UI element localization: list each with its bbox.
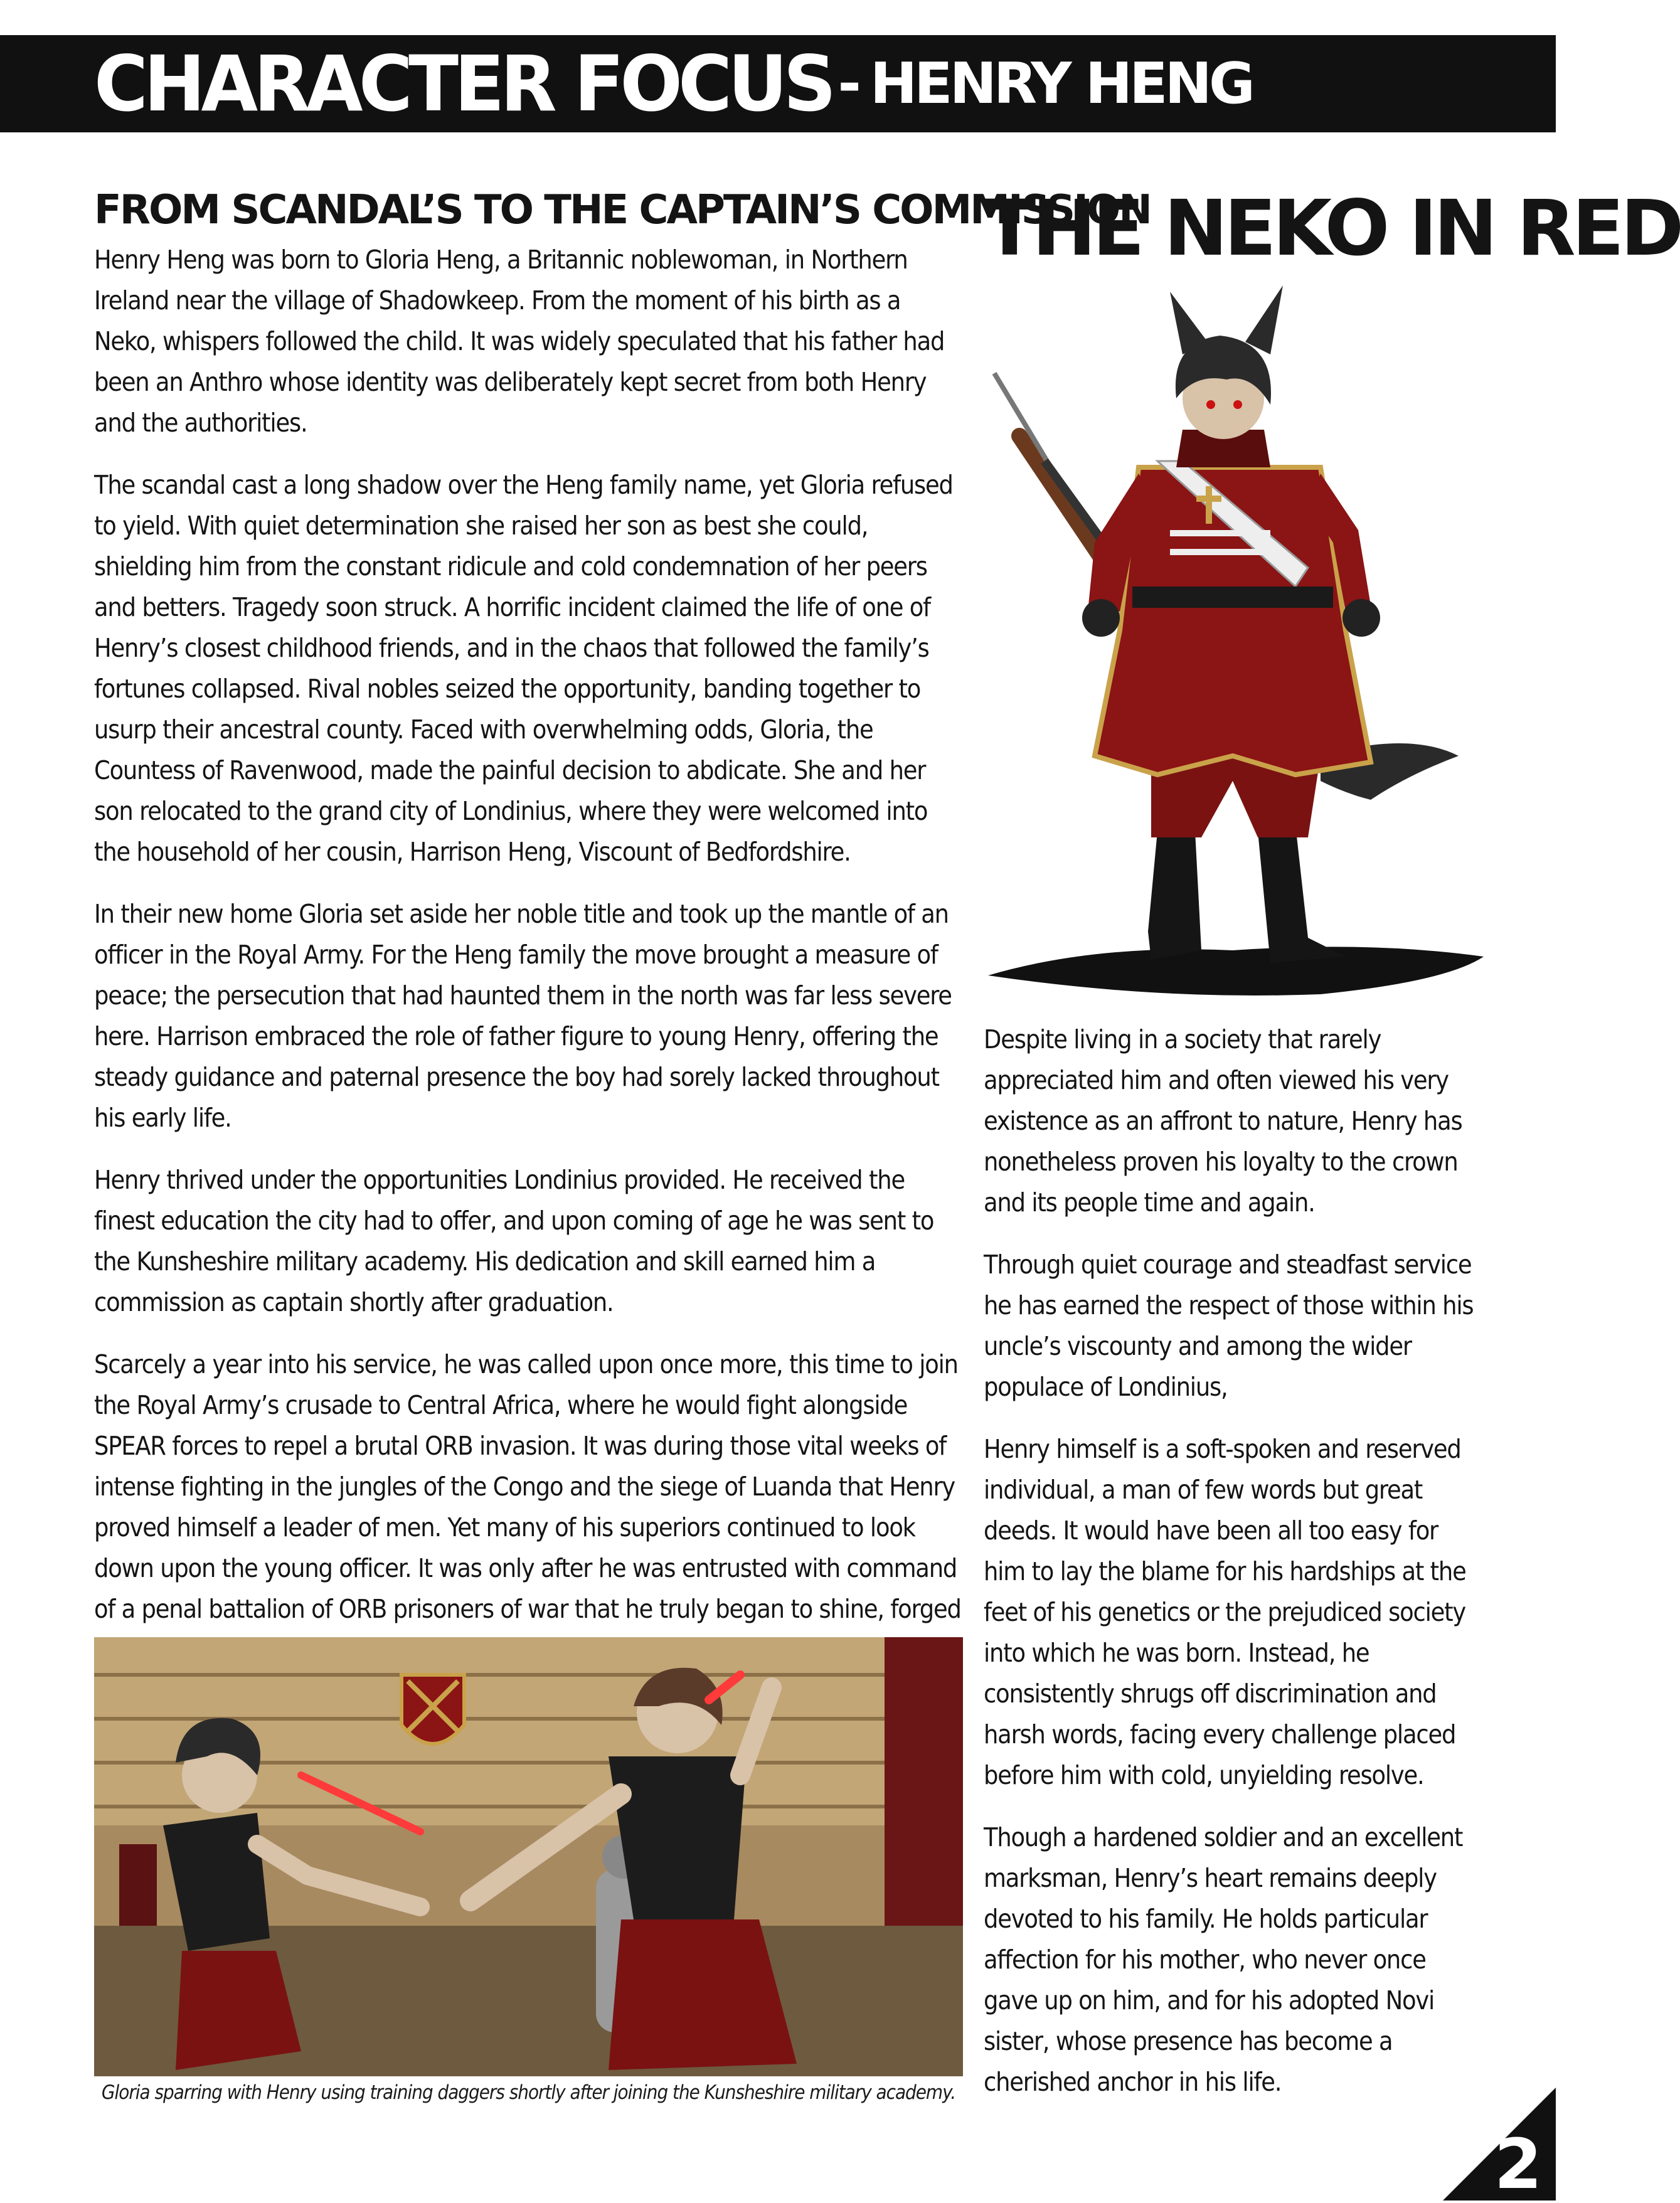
- left-paragraph-3: In their new home Gloria set aside her noble title and took up the mantle of an officer in the Royal Army. For the Heng family the move brought a measure of peace; the persecution that had haunted them in the north was far less severe here. Harrison embraced the role of father figure to young Henry, offering the steady guidance and paternal presence the boy had sorely lacked throughout his early life.: [94, 899, 952, 1133]
- left-column: [94, 187, 1151, 1692]
- page-number: 2: [1494, 2124, 1543, 2203]
- left-paragraph-4: Henry thrived under the opportunities Londinius provided. He received the finest education the city had to offer, and upon coming of age he was sent to the Kunsheshire military academy. His dedication and skill earned him a commission as captain shortly after graduation.: [94, 1165, 934, 1318]
- section-title: FROM SCANDAL’S TO THE CAPTAIN’S COMMISSION: [94, 187, 1151, 233]
- image-caption: Gloria sparring with Henry using training daggers shortly after joining the Kunsheshire military academy.: [101, 2081, 956, 2104]
- side-title: THE NEKO IN RED: [984, 184, 1680, 273]
- right-paragraph-3: Henry himself is a soft-spoken and reserved individual, a man of few words but great deeds. It would have been all too easy for him to lay the blame for his hardships at the feet of his genetics or the prejudiced society into which he was born. Instead, he consistently shrugs off discrimination and harsh words, facing every challenge placed before him with cold, unyielding resolve.: [984, 1434, 1466, 1790]
- right-paragraph-2: Through quiet courage and steadfast service he has earned the respect of those within his uncle’s viscounty and among the wider populace of Londinius,: [984, 1250, 1474, 1402]
- left-paragraph-1: Henry Heng was born to Gloria Heng, a Britannic noblewoman, in Northern Ireland near the village of Shadowkeep. From the moment of his birth as a Neko, whispers followed the child. It was widely speculated that his father had been an Anthro whose identity was deliberately kept secret from both Henry and the authorities.: [94, 245, 945, 438]
- header-separator: -: [837, 51, 861, 117]
- left-paragraph-2: The scandal cast a long shadow over the Heng family name, yet Gloria refused to yield. With quiet determination she raised her son as best she could, shielding him from the constant ridicule and cold condemnation of her peers and betters. Tragedy soon struck. A horrific incident claimed the life of one of Henry’s closest childhood friends, and in the chaos that followed the family’s fortunes collapsed. Rival nobles seized the opportunity, banding together to usurp their ancestral county. Faced with overwhelming odds, Gloria, the Countess of Ravenwood, made the painful decision to abdicate. She and her son relocated to the grand city of Londinius, where they were welcomed into the household of her cousin, Harrison Heng, Viscount of Bedfordshire.: [94, 470, 953, 868]
- sparring-scene-image: [94, 1637, 963, 2076]
- left-paragraph-5: Scarcely a year into his service, he was called upon once more, this time to join the Royal Army’s crusade to Central Africa, where he would fight alongside SPEAR forces to repel a brutal ORB invasion. It was during those vital weeks of intense fighting in the jungles of the Congo and the siege of Luanda that Henry proved himself a leader of men. Yet many of his superiors continued to look down upon the young officer. It was only after he was entrusted with command of a penal battalion of ORB prisoners of war that he truly began to shine, forged: [94, 1349, 961, 1625]
- page-header: [0, 35, 1556, 132]
- page-corner-shape: [1443, 2088, 1556, 2203]
- right-column-text: [984, 1019, 1479, 2124]
- header-subtitle: HENRY HENG: [869, 51, 1252, 117]
- character-illustration: [969, 279, 1496, 1013]
- page-number-corner: [1443, 2088, 1556, 2203]
- sparring-illustration: [94, 1637, 963, 2076]
- right-paragraph-1: Despite living in a society that rarely appreciated him and often viewed his very existence as an affront to nature, Henry has nonetheless proven his loyalty to the crown and its people time and again.: [984, 1024, 1462, 1218]
- neko-soldier-figure: [969, 279, 1496, 1013]
- right-column-header: [984, 184, 1680, 273]
- right-paragraph-4: Though a hardened soldier and an excellent marksman, Henry’s heart remains deeply devoted to his family. He holds particular affection for his mother, who never once gave up on him, and for his adopted Novi sister, whose presence has become a cherished anchor in his life.: [984, 1822, 1463, 2097]
- header-title: CHARACTER FOCUS: [94, 39, 832, 129]
